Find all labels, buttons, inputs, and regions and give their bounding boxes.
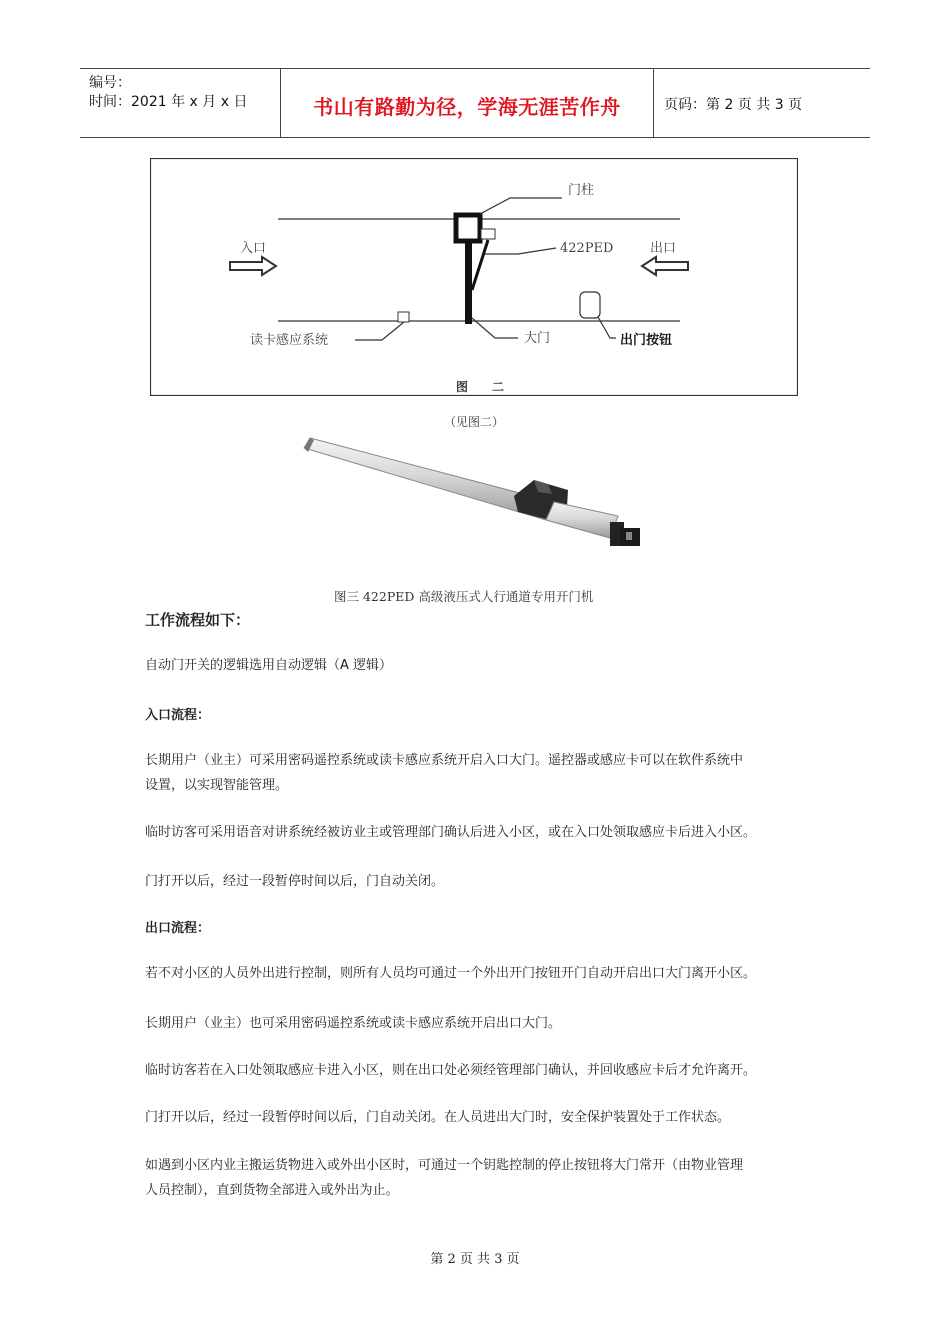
gate-layout-diagram [150, 158, 798, 396]
header-page-cell [654, 69, 870, 137]
label-gate-post: 门柱 [568, 183, 595, 198]
entrance-paragraph-3: 门打开以后，经过一段暂停时间以后，门自动关闭。 [145, 874, 445, 889]
operator-piston-section [546, 502, 618, 538]
header-page-info: 页码：第 2 页 共 3 页 [664, 97, 803, 113]
label-entrance: 入口 [240, 241, 267, 256]
entrance-paragraph-2: 临时访客可采用语音对讲系统经被访业主或管理部门确认后进入小区，或在入口处领取感应卡后进入小区。 [145, 825, 757, 840]
exit-title: 出口流程： [145, 921, 211, 936]
diagram-frame [151, 159, 798, 396]
label-exit: 出口 [650, 241, 677, 256]
operator-unit [481, 229, 495, 239]
label-model: 422PED [560, 241, 614, 256]
exit-paragraph-4: 门打开以后，经过一段暂停时间以后，门自动关闭。在人员进出大门时，安全保护装置处于工作状态。 [145, 1110, 731, 1125]
exit-paragraph-1: 若不对小区的人员外出进行控制，则所有人员均可通过一个外出开门按钮开门自动开启出口大门离开小区。 [145, 966, 757, 981]
operator-body [304, 438, 554, 520]
card-reader-box [398, 312, 409, 322]
label-gate: 大门 [524, 331, 551, 346]
entrance-title: 入口流程： [145, 708, 211, 723]
exit-paragraph-5-line-2: 人员控制），直到货物全部进入或外出为止。 [145, 1183, 399, 1198]
entrance-paragraph-1-line-1: 长期用户（业主）可采用密码遥控系统或读卡感应系统开启入口大门。遥控器或感应卡可以在软件系统中 [145, 753, 744, 768]
header-motto: 书山有路勤为径，学海无涯苦作舟 [313, 95, 621, 119]
operator-bracket-hole [626, 532, 632, 540]
label-exit-button: 出门按钮 [620, 333, 673, 348]
figure3-caption: 图三 422PED 高级液压式人行通道专用开门机 [334, 589, 594, 604]
exit-paragraph-5-line-1: 如遇到小区内业主搬运货物进入或外出小区时，可通过一个钥匙控制的停止按钮将大门常开（由物业管理 [145, 1158, 744, 1173]
page-header [80, 68, 870, 138]
document-number-label: 编号： [89, 75, 131, 91]
diagram-title: 图 二 [456, 380, 505, 394]
figure2-caption: （见图二） [444, 415, 505, 429]
gate-leaf [465, 242, 472, 324]
logic-paragraph: 自动门开关的逻辑选用自动逻辑（A 逻辑） [145, 658, 393, 673]
operator-product-image [296, 428, 656, 578]
header-motto-cell [281, 69, 654, 137]
label-card-reader: 读卡感应系统 [250, 333, 329, 348]
exit-paragraph-3: 临时访客若在入口处领取感应卡进入小区，则在出口处必须经管理部门确认，并回收感应卡后才允许离开。 [145, 1063, 757, 1078]
header-meta-cell [80, 69, 281, 137]
gate-post [456, 215, 480, 241]
document-date-label: 时间：2021 年 x 月 x 日 [89, 94, 248, 110]
page-footer: 第 2 页 共 3 页 [430, 1252, 520, 1267]
entrance-paragraph-1-line-2: 设置，以实现智能管理。 [145, 778, 289, 793]
workflow-heading: 工作流程如下： [145, 611, 251, 629]
exit-paragraph-2: 长期用户（业主）也可采用密码遥控系统或读卡感应系统开启出口大门。 [145, 1016, 562, 1031]
exit-button-box [580, 292, 600, 318]
